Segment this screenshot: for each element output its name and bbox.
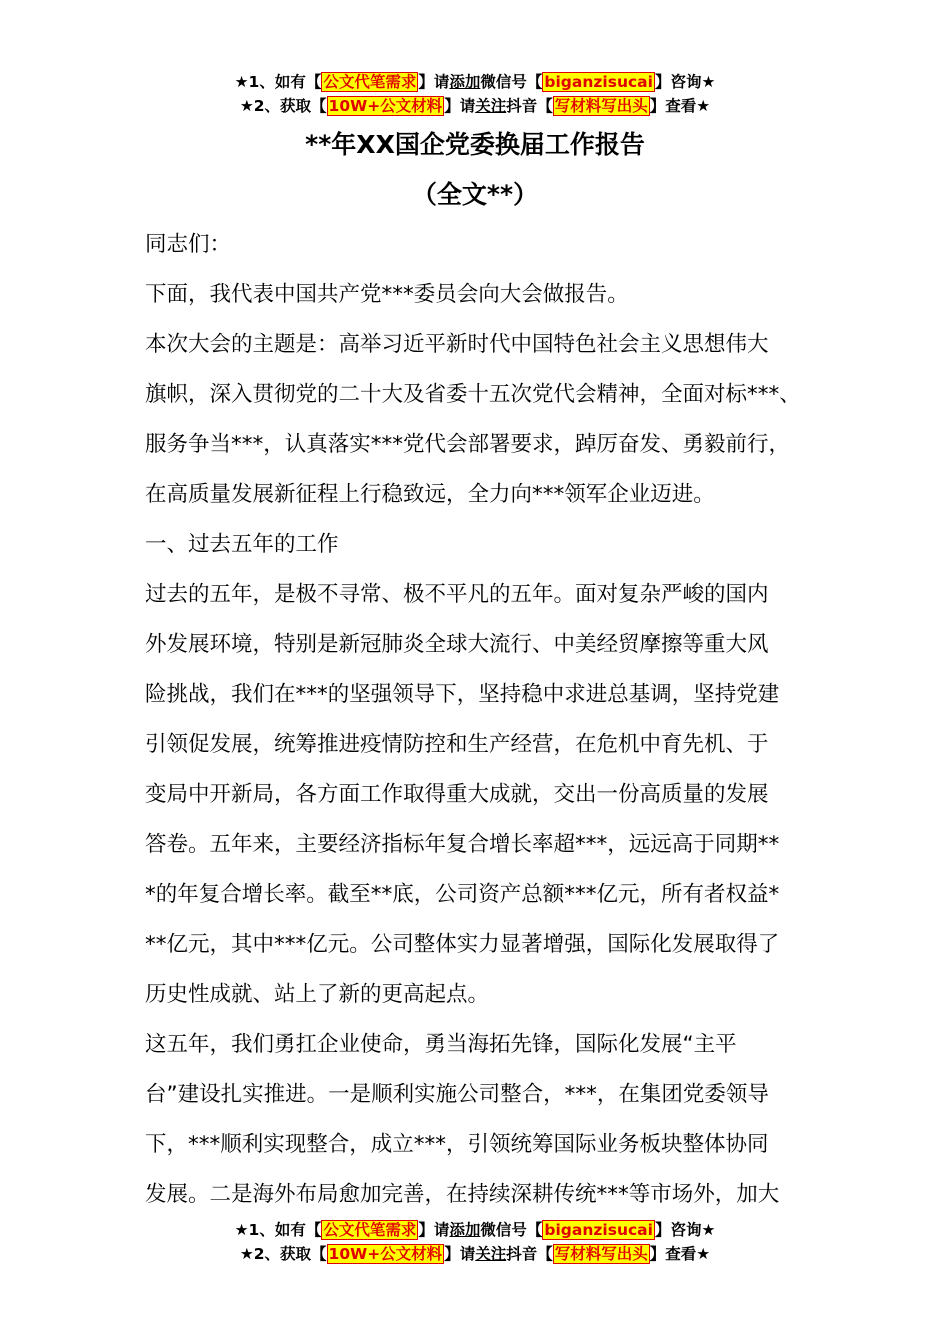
body-line: 历史性成就、站上了新的更高起点。 [145, 982, 490, 1007]
body-line: 同志们： [145, 232, 232, 257]
document-title: **年XX国企党委换届工作报告 [305, 130, 645, 159]
promo-text: 】请 [444, 1245, 476, 1263]
promo-text: ★1、如有【 [234, 73, 322, 91]
promo-highlight: 公文代笔需求 [323, 1221, 417, 1239]
promo-highlight: biganzisucai [544, 1221, 653, 1239]
promo-line-2 [0, 94, 950, 118]
promo-text: 微信号【 [480, 1221, 543, 1239]
promo-text: 抖音【 [506, 1245, 553, 1263]
promo-banner-top [0, 70, 950, 118]
promo-text: ★2、获取【 [239, 1245, 327, 1263]
promo-highlight: 10W+公文材料 [328, 97, 443, 115]
body-line: 台”建设扎实推进。一是顺利实施公司整合，***，在集团党委领导 [145, 1082, 769, 1107]
promo-line-1 [0, 70, 950, 94]
body-line: 引领促发展，统筹推进疫情防控和生产经营，在危机中育先机、于 [145, 732, 769, 757]
promo-text: 】查看★ [649, 97, 711, 115]
promo-text: 】查看★ [649, 1245, 711, 1263]
body-line: 外发展环境，特别是新冠肺炎全球大流行、中美经贸摩擦等重大风 [145, 632, 769, 657]
promo-text: 】咨询★ [654, 73, 716, 91]
promo-text: 微信号【 [480, 73, 543, 91]
promo-text: 】请 [418, 73, 450, 91]
body-line: 发展。二是海外布局愈加完善，在持续深耕传统***等市场外，加大 [145, 1182, 780, 1207]
promo-text: 抖音【 [506, 97, 553, 115]
promo-line-1 [0, 1218, 950, 1242]
section-heading: 一、过去五年的工作 [145, 532, 339, 557]
promo-emphasis: 关注 [475, 1245, 507, 1263]
promo-text: 】请 [418, 1221, 450, 1239]
body-line: 旗帜，深入贯彻党的二十大及省委十五次党代会精神，全面对标***、 [145, 382, 801, 407]
promo-text: ★1、如有【 [234, 1221, 322, 1239]
body-line: 服务争当***，认真落实***党代会部署要求，踔厉奋发、勇毅前行， [145, 432, 791, 457]
promo-banner-bottom [0, 1218, 950, 1266]
promo-emphasis: 添加 [449, 1221, 481, 1239]
document-body [145, 220, 825, 1220]
body-line: *的年复合增长率。截至**底，公司资产总额***亿元，所有者权益* [145, 882, 780, 907]
promo-text: ★2、获取【 [239, 97, 327, 115]
body-line: **亿元，其中***亿元。公司整体实力显著增强，国际化发展取得了 [145, 932, 780, 957]
body-line: 险挑战，我们在***的坚强领导下，坚持稳中求进总基调，坚持党建 [145, 682, 780, 707]
document-subtitle: （全文**） [411, 180, 539, 209]
body-line: 本次大会的主题是：高举习近平新时代中国特色社会主义思想伟大 [145, 332, 769, 357]
promo-highlight: biganzisucai [544, 73, 653, 91]
promo-emphasis: 关注 [475, 97, 507, 115]
body-line: 下面，我代表中国共产党***委员会向大会做报告。 [145, 282, 629, 307]
body-line: 这五年，我们勇扛企业使命，勇当海拓先锋，国际化发展“主平 [145, 1032, 737, 1057]
body-line: 答卷。五年来，主要经济指标年复合增长率超***，远远高于同期** [145, 832, 780, 857]
promo-highlight: 写材料写出头 [554, 97, 648, 115]
body-line: 过去的五年，是极不寻常、极不平凡的五年。面对复杂严峻的国内 [145, 582, 769, 607]
promo-text: 】咨询★ [654, 1221, 716, 1239]
body-line: 下，***顺利实现整合，成立***，引领统筹国际业务板块整体协同 [145, 1132, 769, 1157]
promo-highlight: 写材料写出头 [554, 1245, 648, 1263]
promo-emphasis: 添加 [449, 73, 481, 91]
promo-text: 】请 [444, 97, 476, 115]
promo-highlight: 公文代笔需求 [323, 73, 417, 91]
body-line: 变局中开新局，各方面工作取得重大成就，交出一份高质量的发展 [145, 782, 769, 807]
promo-line-2 [0, 1242, 950, 1266]
promo-highlight: 10W+公文材料 [328, 1245, 443, 1263]
body-line: 在高质量发展新征程上行稳致远，全力向***领军企业迈进。 [145, 482, 715, 507]
